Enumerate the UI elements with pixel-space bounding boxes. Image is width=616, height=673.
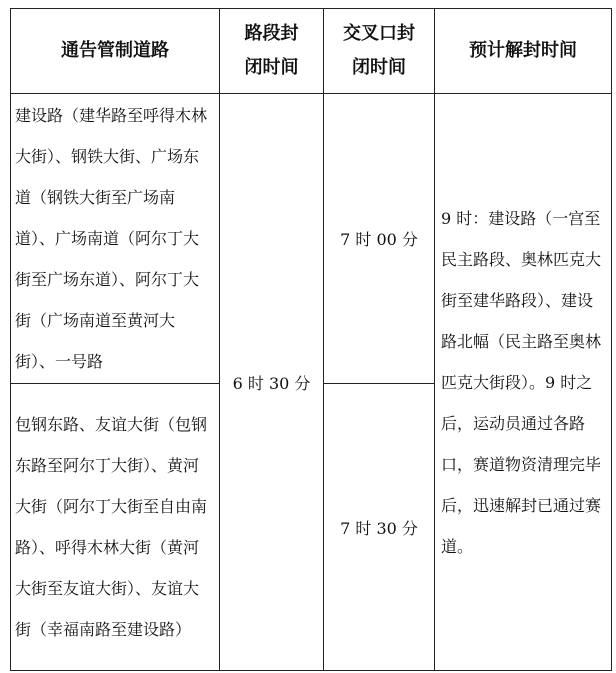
expected-reopen-time-cell: 9 时：建设路（一宫至民主路段、奥林匹克大街至建华路段）、建设路北幅（民主路至奥林匹克大街段）。9 时之后，运动员通过各路口，赛道物资清理完毕后，迅速解封已通过赛道。 <box>435 94 612 671</box>
intersection-closure-time-cell: 7 时 00 分 <box>324 94 435 384</box>
table-row <box>11 94 612 384</box>
header-segment-closure-time: 路段封闭时间 <box>220 9 324 94</box>
header-controlled-roads: 通告管制道路 <box>11 9 220 94</box>
controlled-roads-cell: 建设路（建华路至呼得木林大街）、钢铁大街、广场东道（钢铁大街至广场南道）、广场南道（阿尔丁大街至广场东道）、阿尔丁大街（广场南道至黄河大街）、一号路 <box>11 94 220 384</box>
header-row <box>11 9 612 94</box>
header-expected-reopen-time: 预计解封时间 <box>435 9 612 94</box>
controlled-roads-cell: 包钢东路、友谊大街（包钢东路至阿尔丁大街）、黄河大街（阿尔丁大街至自由南路）、呼得木林大街（黄河大街至友谊大街）、友谊大街（幸福南路至建设路） <box>11 384 220 671</box>
header-intersection-closure-time: 交叉口封闭时间 <box>324 9 435 94</box>
traffic-control-table <box>10 8 612 671</box>
segment-closure-time-cell: 6 时 30 分 <box>220 94 324 671</box>
intersection-closure-time-cell: 7 时 30 分 <box>324 384 435 671</box>
